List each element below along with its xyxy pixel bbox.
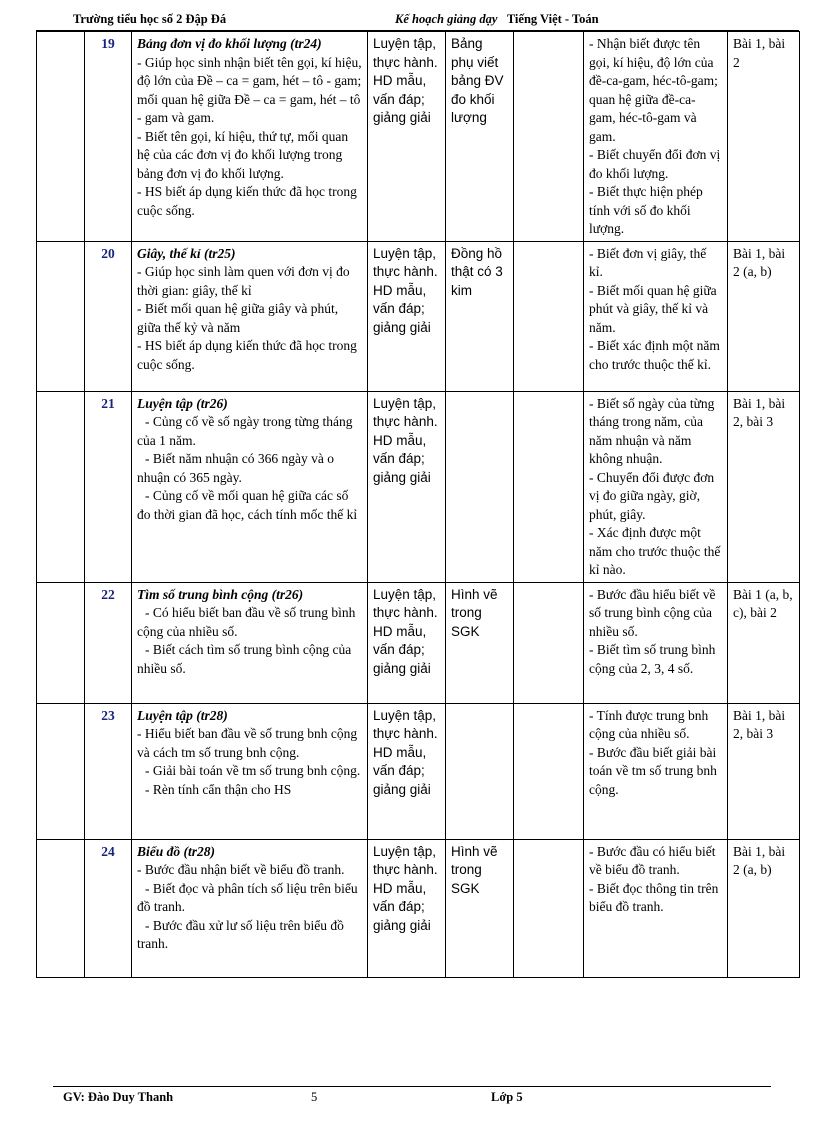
table-row	[37, 839, 800, 977]
requirement-item: - Bước đầu hiểu biết về số trung bình cộng của nhiều số.	[589, 586, 716, 639]
lesson-content	[132, 391, 368, 582]
requirement-item: - Biết đọc thông tin trên biểu đồ tranh.	[589, 880, 719, 914]
blank-cell	[514, 32, 584, 242]
lesson-content	[132, 32, 368, 242]
requirement-item: - Nhận biết được tên gọi, kí hiệu, độ lớn của đề-ca-gam, héc-tô-gam; quan hệ giữa đề-ca-gam, héc-tô-gam và gam.	[589, 36, 718, 144]
lesson-objective: - Bước đầu xử lư số liệu trên biểu đồ tranh.	[137, 917, 344, 951]
lesson-title: Biểu đồ (tr28)	[137, 843, 216, 859]
lesson-objective: - Củng cố về số ngày trong từng tháng của 1 năm.	[137, 414, 353, 448]
lesson-content	[132, 582, 368, 703]
week-cell	[37, 703, 85, 839]
blank-cell	[514, 582, 584, 703]
lesson-objective: - Biết năm nhuận có 366 ngày và o nhuận có 365 ngày.	[137, 451, 334, 485]
learning-requirements	[584, 241, 728, 391]
lesson-objective: - Củng cố về mối quan hệ giữa các số đo thời gian đã học, cách tính mốc thế kỉ	[137, 488, 358, 522]
lesson-objective: - Giải bài toán về tm số trung bnh cộng.	[145, 763, 361, 778]
teaching-equipment: Bảng phụ viết bảng ĐV đo khối lượng	[446, 32, 514, 242]
week-cell	[37, 391, 85, 582]
learning-requirements	[584, 582, 728, 703]
week-cell	[37, 241, 85, 391]
lesson-number: 24	[85, 839, 132, 977]
footer-divider	[53, 1086, 771, 1087]
lesson-number: 23	[85, 703, 132, 839]
assigned-exercises: Bài 1, bài 2 (a, b)	[728, 839, 800, 977]
learning-requirements	[584, 703, 728, 839]
table-row	[37, 391, 800, 582]
requirement-item: - Xác định được một năm cho trước thuộc thế kỉ nào.	[589, 525, 721, 577]
requirement-item: - Biết số ngày của từng tháng trong năm, của năm nhuận và năm không nhuận.	[589, 395, 715, 466]
lesson-objective: - Biết mối quan hệ giữa giây và phút, giữa thế kỷ và năm	[137, 301, 339, 335]
lesson-objective: - Có hiểu biết ban đầu về số trung bình cộng của nhiều số.	[137, 605, 356, 639]
teaching-equipment: Hình vẽ trong SGK	[446, 839, 514, 977]
learning-requirements	[584, 839, 728, 977]
lesson-objective: - HS biết áp dụng kiến thức đã học trong cuộc sống.	[137, 338, 357, 372]
lesson-objective: - HS biết áp dụng kiến thức đã học trong cuộc sống.	[137, 184, 357, 218]
teaching-method: Luyện tập, thực hành. HD mẫu, vấn đáp; giảng giải	[368, 32, 446, 242]
lesson-objective: - Rèn tính cẩn thận cho HS	[145, 781, 292, 797]
plan-title: Kế hoạch giảng dạy	[395, 12, 498, 26]
footer-teacher: GV: Đào Duy Thanh	[63, 1090, 174, 1104]
table-row	[37, 241, 800, 391]
blank-cell	[514, 703, 584, 839]
requirement-item: - Tính được trung bnh cộng của nhiều số.	[589, 707, 709, 741]
lesson-objective: - Biết đọc và phân tích số liệu trên biểu đồ tranh.	[137, 880, 358, 914]
lesson-number: 21	[85, 391, 132, 582]
assigned-exercises: Bài 1, bài 2, bài 3	[728, 703, 800, 839]
teaching-method: Luyện tập, thực hành. HD mẫu, vấn đáp; giảng giải	[368, 582, 446, 703]
teaching-equipment	[446, 391, 514, 582]
requirement-item: - Biết chuyển đổi đơn vị đo khối lượng.	[589, 147, 721, 181]
lesson-content	[132, 241, 368, 391]
requirement-item: - Biết thực hiện phép tính với số đo khối lượng.	[589, 184, 703, 236]
table-row	[37, 703, 800, 839]
requirement-item: - Biết đơn vị giây, thế kỉ.	[589, 245, 707, 279]
blank-cell	[514, 241, 584, 391]
lesson-objective: - Hiểu biết ban đầu về số trung bnh cộng và cách tm số trung bnh cộng.	[137, 726, 358, 760]
school-name: Trường tiểu học số 2 Đập Đá	[73, 12, 227, 26]
table-row	[37, 32, 800, 242]
assigned-exercises: Bài 1 (a, b, c), bài 2	[728, 582, 800, 703]
week-cell	[37, 32, 85, 242]
learning-requirements	[584, 32, 728, 242]
assigned-exercises: Bài 1, bài 2, bài 3	[728, 391, 800, 582]
lesson-objective: - Biết cách tìm số trung bình cộng của nhiều số.	[137, 642, 352, 676]
teaching-method: Luyện tập, thực hành. HD mẫu, vấn đáp; giảng giải	[368, 839, 446, 977]
blank-cell	[514, 839, 584, 977]
requirement-item: - Biết xác định một năm cho trước thuộc thế kỉ.	[589, 338, 720, 372]
teaching-equipment	[446, 703, 514, 839]
lesson-title: Luyện tập (tr26)	[137, 395, 228, 411]
page-header	[73, 12, 773, 30]
requirement-item: - Bước đầu biết giải bài toán về tm số trung bnh cộng.	[589, 744, 717, 797]
table-row	[37, 582, 800, 703]
footer-page-number: 5	[311, 1090, 318, 1104]
footer-class: Lớp 5	[491, 1090, 523, 1104]
teaching-equipment: Hình vẽ trong SGK	[446, 582, 514, 703]
lesson-plan-table	[36, 31, 800, 978]
lesson-objective: - Giúp học sinh làm quen với đơn vị đo thời gian: giây, thế kỉ	[137, 264, 350, 298]
lesson-objective: - Giúp học sinh nhận biết tên gọi, kí hiệu, độ lớn của Đề – ca = gam, hét – tô - gam; mối quan hệ giữa Đề – ca = gam, hét – tô - gam và gam.	[137, 54, 362, 125]
lesson-content	[132, 703, 368, 839]
week-cell	[37, 582, 85, 703]
lesson-objective: - Bước đầu nhận biết về biểu đồ tranh.	[137, 862, 345, 877]
requirement-item: - Chuyển đổi được đơn vị đo giữa ngày, giờ, phút, giây.	[589, 469, 715, 522]
lesson-title: Giây, thế kỉ (tr25)	[137, 245, 236, 261]
teaching-method: Luyện tập, thực hành. HD mẫu, vấn đáp; giảng giải	[368, 241, 446, 391]
lesson-objective: - Biết tên gọi, kí hiệu, thứ tự, mối quan hệ của các đơn vị đo khối lượng trong bảng đơn vị đo khối lượng.	[137, 128, 349, 181]
requirement-item: - Biết mối quan hệ giữa phút và giây, thế kỉ và năm.	[589, 282, 717, 335]
lesson-title: Tìm số trung bình cộng (tr26)	[137, 586, 304, 602]
learning-requirements	[584, 391, 728, 582]
lesson-number: 19	[85, 32, 132, 242]
assigned-exercises: Bài 1, bài 2	[728, 32, 800, 242]
teaching-equipment: Đồng hồ thật có 3 kim	[446, 241, 514, 391]
requirement-item: - Biết tìm số trung bình cộng của 2, 3, 4 số.	[589, 642, 716, 676]
plan-subject: Tiếng Việt - Toán	[506, 12, 599, 26]
lesson-number: 20	[85, 241, 132, 391]
teaching-method: Luyện tập, thực hành. HD mẫu, vấn đáp; giảng giải	[368, 703, 446, 839]
plan-heading	[395, 12, 599, 27]
lesson-title: Bảng đơn vị đo khối lượng (tr24)	[137, 36, 322, 51]
lesson-number: 22	[85, 582, 132, 703]
assigned-exercises: Bài 1, bài 2 (a, b)	[728, 241, 800, 391]
teaching-method: Luyện tập, thực hành. HD mẫu, vấn đáp; giảng giải	[368, 391, 446, 582]
lesson-title: Luyện tập (tr28)	[137, 707, 228, 723]
blank-cell	[514, 391, 584, 582]
requirement-item: - Bước đầu có hiểu biết về biểu đồ tranh.	[589, 843, 716, 877]
week-cell	[37, 839, 85, 977]
lesson-content	[132, 839, 368, 977]
